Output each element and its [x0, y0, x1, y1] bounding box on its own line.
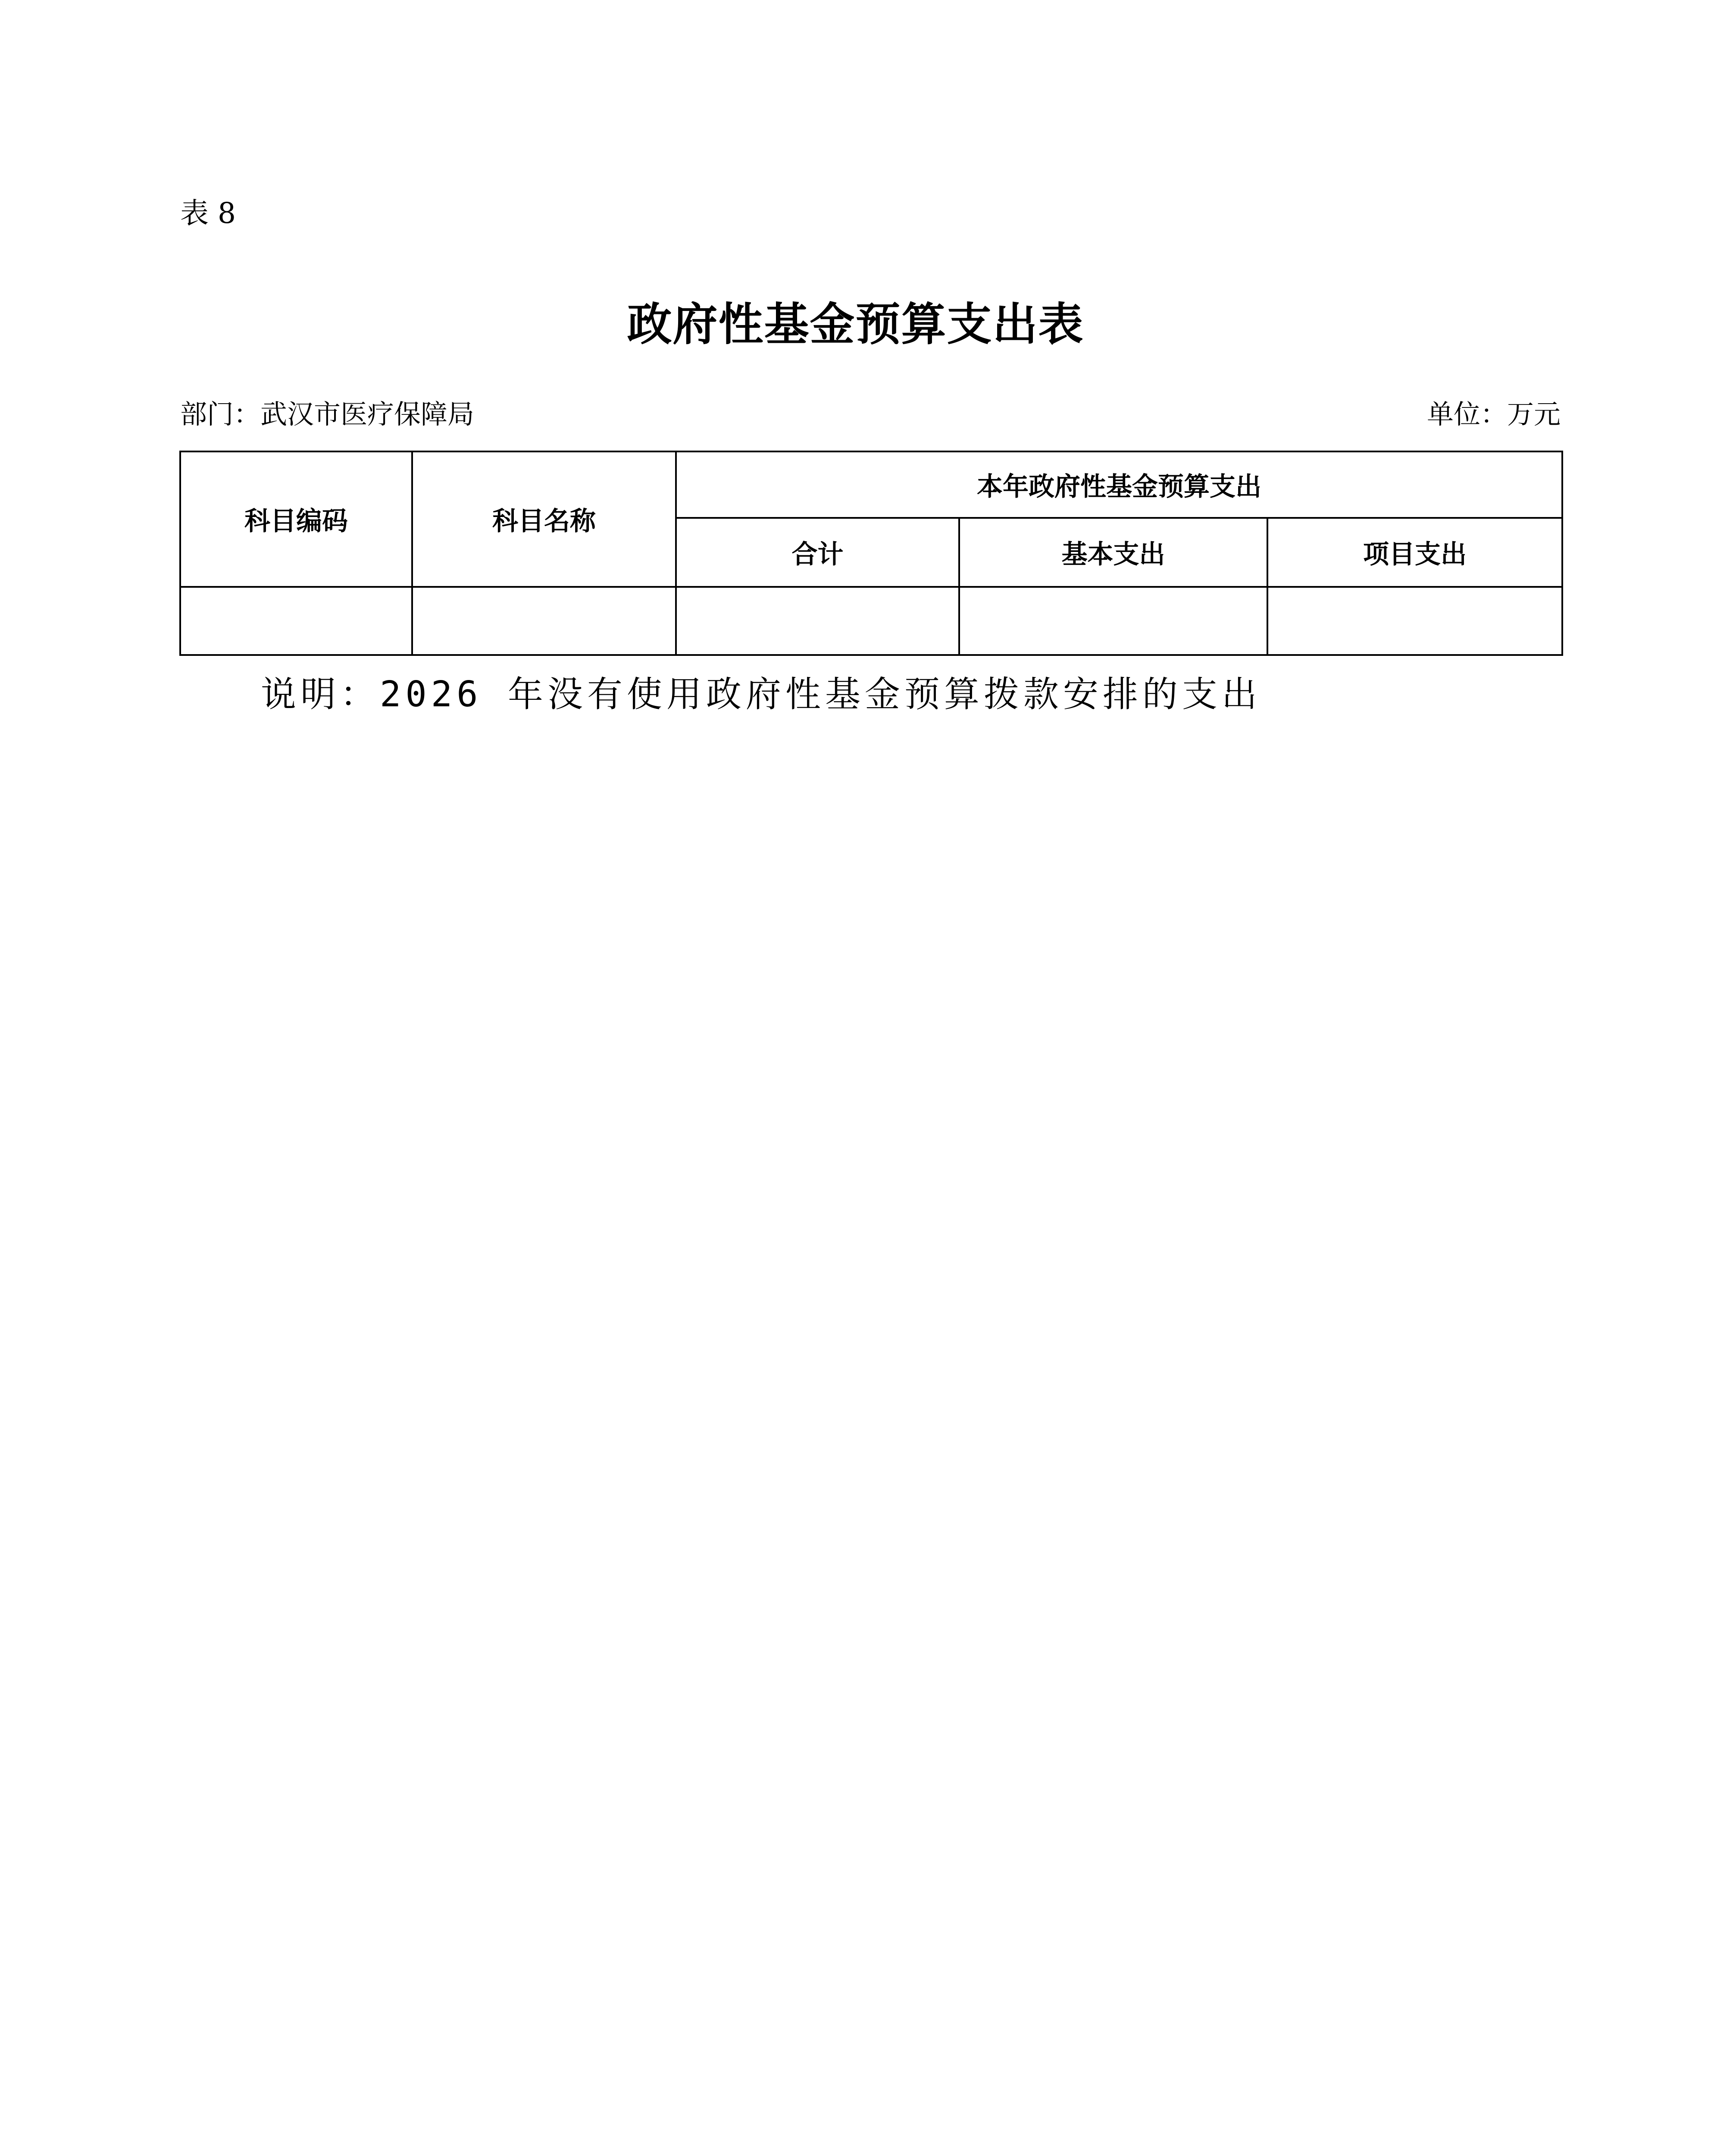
header-subject-name: 科目名称 [412, 451, 676, 587]
cell-subject-name [412, 587, 676, 655]
cell-total [676, 587, 959, 655]
page-title: 政府性基金预算支出表 [627, 298, 1084, 351]
budget-table [179, 451, 1563, 656]
header-basic-expenditure: 基本支出 [959, 518, 1267, 587]
header-subject-code: 科目编码 [180, 451, 412, 587]
header-total: 合计 [676, 518, 959, 587]
table-number-label: 表 8 [180, 197, 236, 230]
cell-subject-code [180, 587, 412, 655]
header-current-year-expenditure: 本年政府性基金预算支出 [676, 451, 1562, 518]
unit-label: 单位：万元 [1426, 398, 1561, 430]
department-label: 部门：武汉市医疗保障局 [180, 398, 475, 430]
table-row [180, 587, 1562, 655]
header-project-expenditure: 项目支出 [1267, 518, 1562, 587]
header-row-1 [180, 451, 1562, 518]
cell-project-expenditure [1267, 587, 1562, 655]
cell-basic-expenditure [959, 587, 1267, 655]
explanation-note: 说明：2026 年没有使用政府性基金预算拨款安排的支出 [261, 674, 1261, 715]
